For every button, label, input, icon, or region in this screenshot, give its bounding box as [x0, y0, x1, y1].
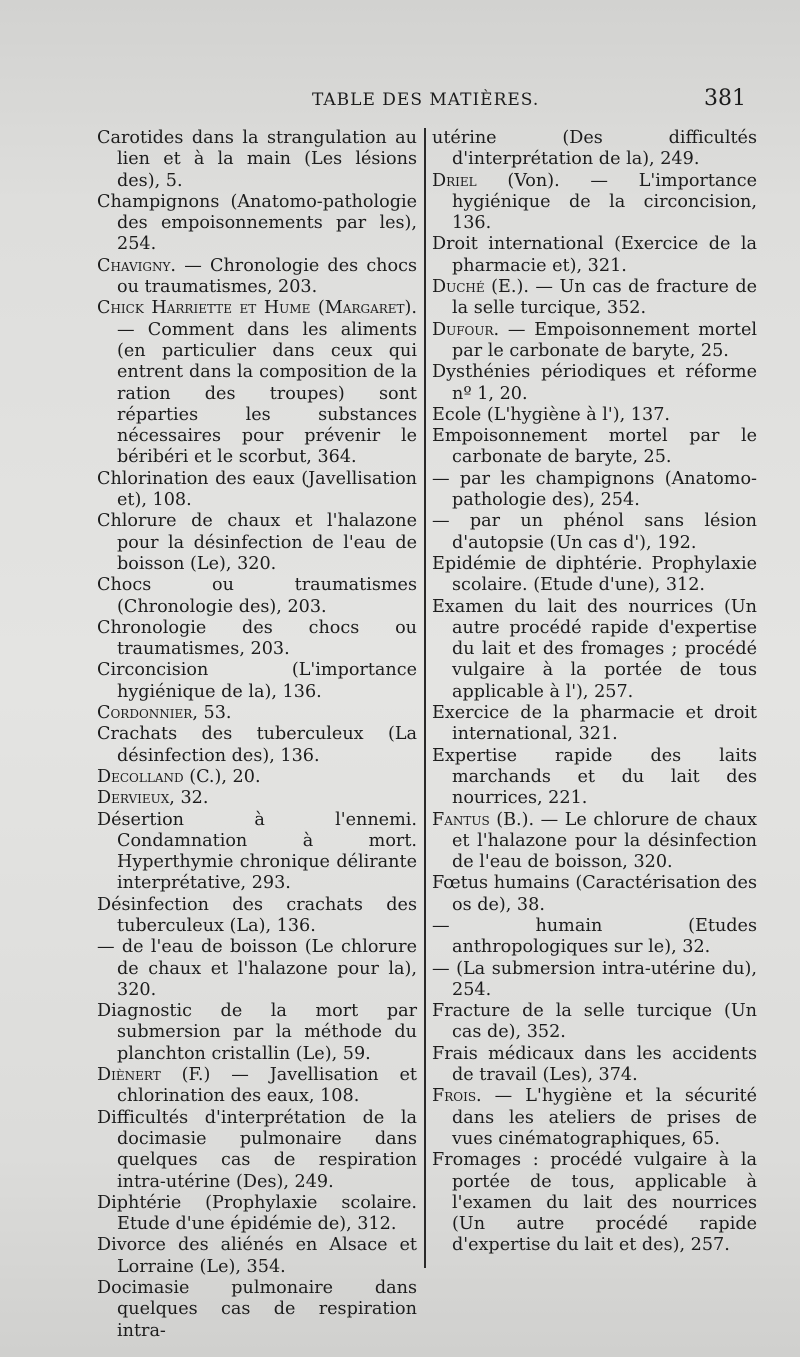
index-entry — [432, 426, 757, 469]
index-entry — [432, 1044, 757, 1087]
author-name: Dufour. — [432, 319, 500, 340]
index-entry — [432, 959, 757, 1002]
entry-text: — humain (Etudes anthropologiques sur le), 32. — [432, 915, 757, 958]
index-entry — [97, 1235, 417, 1278]
index-entry — [97, 298, 417, 468]
index-entry — [97, 1065, 417, 1108]
entry-text: (F.) — Javellisation et chlorination des eaux, 108. — [117, 1065, 417, 1107]
index-entry — [432, 554, 757, 597]
index-entry — [97, 1193, 417, 1236]
index-entry — [432, 362, 757, 405]
entry-text: Fracture de la selle turcique (Un cas de), 352. — [432, 1001, 757, 1043]
index-entry — [97, 128, 417, 192]
index-entry — [432, 916, 757, 959]
index-entry — [97, 767, 417, 788]
index-entry — [432, 746, 757, 810]
index-entry — [432, 405, 757, 426]
entry-text: — Comment dans les aliments (en particulier dans ceux qui entrent dans la composition de la ration des troupes) sont réparties les substances nécessaires pour prévenir le béribéri et le scorbut, 364. — [117, 319, 417, 468]
index-entry — [97, 660, 417, 703]
entry-text: Docimasie pulmonaire dans quelques cas de respiration intra- — [97, 1278, 417, 1341]
index-entry — [432, 234, 757, 277]
entry-text: — de l'eau de boisson (Le chlorure de chaux et l'halazone pour la), 320. — [97, 937, 417, 1000]
running-title: TABLE DES MATIÈRES. — [312, 90, 540, 110]
index-entry — [97, 788, 417, 809]
author-name: Diènert — [97, 1065, 161, 1086]
entry-text: Examen du lait des nourrices (Un autre procédé rapide d'expertise du lait et des fromages ; procédé vulgaire à la portée de tous applicable à l'), 257. — [432, 596, 757, 702]
index-entry — [97, 469, 417, 512]
index-entry — [97, 1001, 417, 1065]
index-entry — [432, 810, 757, 874]
entry-text: Carotides dans la strangulation au lien et à la main (Les lésions des), 5. — [97, 128, 417, 191]
entry-text: Chlorination des eaux (Javellisation et), 108. — [97, 468, 417, 511]
index-entry — [432, 320, 757, 363]
entry-text: Fromages : procédé vulgaire à la portée de tous, applicable à l'examen du lait des nourrices (Un autre procédé rapide d'expertise du lait et des), 257. — [432, 1150, 757, 1256]
entry-text: utérine (Des difficultés d'interprétation de la), 249. — [432, 128, 757, 170]
index-entry — [432, 703, 757, 746]
index-entry — [97, 192, 417, 256]
index-entry — [97, 575, 417, 618]
entry-text: Chronologie des chocs ou traumatismes, 203. — [97, 617, 417, 660]
index-entry — [97, 724, 417, 767]
index-entry — [432, 128, 757, 171]
entry-text: Dysthénies périodiques et réforme nº 1, 20. — [432, 362, 757, 404]
entry-text: Ecole (L'hygiène à l'), 137. — [432, 404, 670, 425]
entry-text: — L'hygiène et la sécurité dans les ateliers de prises de vues cinématographiques, 65. — [452, 1086, 757, 1149]
author-name: Chavigny. — [97, 255, 177, 276]
entry-text: — par les champignons (Anatomo-pathologie des), 254. — [432, 468, 757, 511]
author-name: Fantus — [432, 809, 490, 830]
entry-text: Frais médicaux dans les accidents de travail (Les), 374. — [432, 1043, 757, 1086]
index-entry — [432, 171, 757, 235]
entry-text: Empoisonnement mortel par le carbonate de baryte, 25. — [432, 426, 757, 468]
index-entry — [97, 618, 417, 661]
entry-text: Diagnostic de la mort par submersion par la méthode du planchton cristallin (Le), 59. — [97, 1001, 417, 1064]
index-entry — [432, 597, 757, 703]
entry-text: (Von). — L'importance hygiénique de la circoncision, 136. — [452, 170, 757, 234]
index-entry — [432, 1001, 757, 1044]
page-number: 381 — [704, 86, 746, 111]
index-entry — [432, 1150, 757, 1256]
page-header — [0, 86, 800, 116]
entry-text: Diphtérie (Prophylaxie scolaire. Etude d'une épidémie de), 312. — [97, 1192, 417, 1235]
entry-text: — par un phénol sans lésion d'autopsie (Un cas d'), 192. — [432, 511, 757, 553]
index-column-right — [432, 128, 757, 1257]
entry-text: Expertise rapide des laits marchands et du lait des nourrices, 221. — [432, 745, 757, 809]
index-entry — [97, 1108, 417, 1193]
index-entry — [97, 895, 417, 938]
entry-text: Droit international (Exercice de la pharmacie et), 321. — [432, 234, 757, 276]
entry-text: — Empoisonnement mortel par le carbonate de baryte, 25. — [452, 319, 757, 361]
index-entry — [97, 937, 417, 1001]
entry-text: Crachats des tuberculeux (La désinfection des), 136. — [97, 724, 417, 766]
entry-text: — Chronologie des chocs ou traumatismes, 203. — [117, 255, 417, 298]
index-column-left — [97, 128, 417, 1342]
entry-text: Désertion à l'ennemi. Condamnation à mort. Hyperthymie chronique délirante interprétative, 293. — [97, 809, 417, 894]
entry-text: Difficultés d'interprétation de la docimasie pulmonaire dans quelques cas de respiration intra-utérine (Des), 249. — [97, 1107, 417, 1192]
author-name: Dervieux, — [97, 788, 175, 809]
entry-text: Fœtus humains (Caractérisation des os de), 38. — [432, 873, 757, 915]
author-name: Frois. — [432, 1086, 482, 1107]
index-entry — [432, 469, 757, 512]
entry-text: Epidémie de diphtérie. Prophylaxie scolaire. (Etude d'une), 312. — [432, 553, 757, 596]
index-entry — [97, 1278, 417, 1342]
entry-text: 53. — [197, 703, 232, 724]
author-name: Duché — [432, 277, 485, 298]
entry-text: 32. — [174, 788, 209, 809]
author-name: Driel — [432, 170, 477, 191]
index-entry — [432, 1086, 757, 1150]
index-entry — [97, 810, 417, 895]
entry-text: Circoncision (L'importance hygiénique de la), 136. — [97, 660, 417, 702]
author-name: Chick Harriette et Hume (Margaret). — [97, 298, 417, 319]
entry-text: Chlorure de chaux et l'halazone pour la désinfection de l'eau de boisson (Le), 320. — [97, 511, 417, 574]
author-name: Cordonnier, — [97, 703, 198, 724]
entry-text: (B.). — Le chlorure de chaux et l'halazone pour la désinfection de l'eau de boisson, 320. — [452, 809, 757, 873]
entry-text: Exercice de la pharmacie et droit international, 321. — [432, 703, 757, 745]
entry-text: Champignons (Anatomo-pathologie des empoisonnements par les), 254. — [97, 191, 417, 255]
entry-text: Désinfection des crachats des tuberculeux (La), 136. — [97, 894, 417, 936]
index-entry — [432, 511, 757, 554]
index-entry — [432, 873, 757, 916]
index-entry — [432, 277, 757, 320]
author-name: Decolland — [97, 766, 184, 787]
entry-text: (C.), 20. — [183, 766, 261, 787]
index-entry — [97, 256, 417, 299]
entry-text: (E.). — Un cas de fracture de la selle turcique, 352. — [452, 277, 757, 319]
column-divider — [424, 128, 426, 1268]
entry-text: — (La submersion intra-utérine du), 254. — [432, 958, 757, 1000]
index-entry — [97, 511, 417, 575]
index-entry — [97, 703, 417, 724]
entry-text: Divorce des aliénés en Alsace et Lorraine (Le), 354. — [97, 1235, 417, 1277]
entry-text: Chocs ou traumatismes (Chronologie des), 203. — [97, 575, 417, 617]
